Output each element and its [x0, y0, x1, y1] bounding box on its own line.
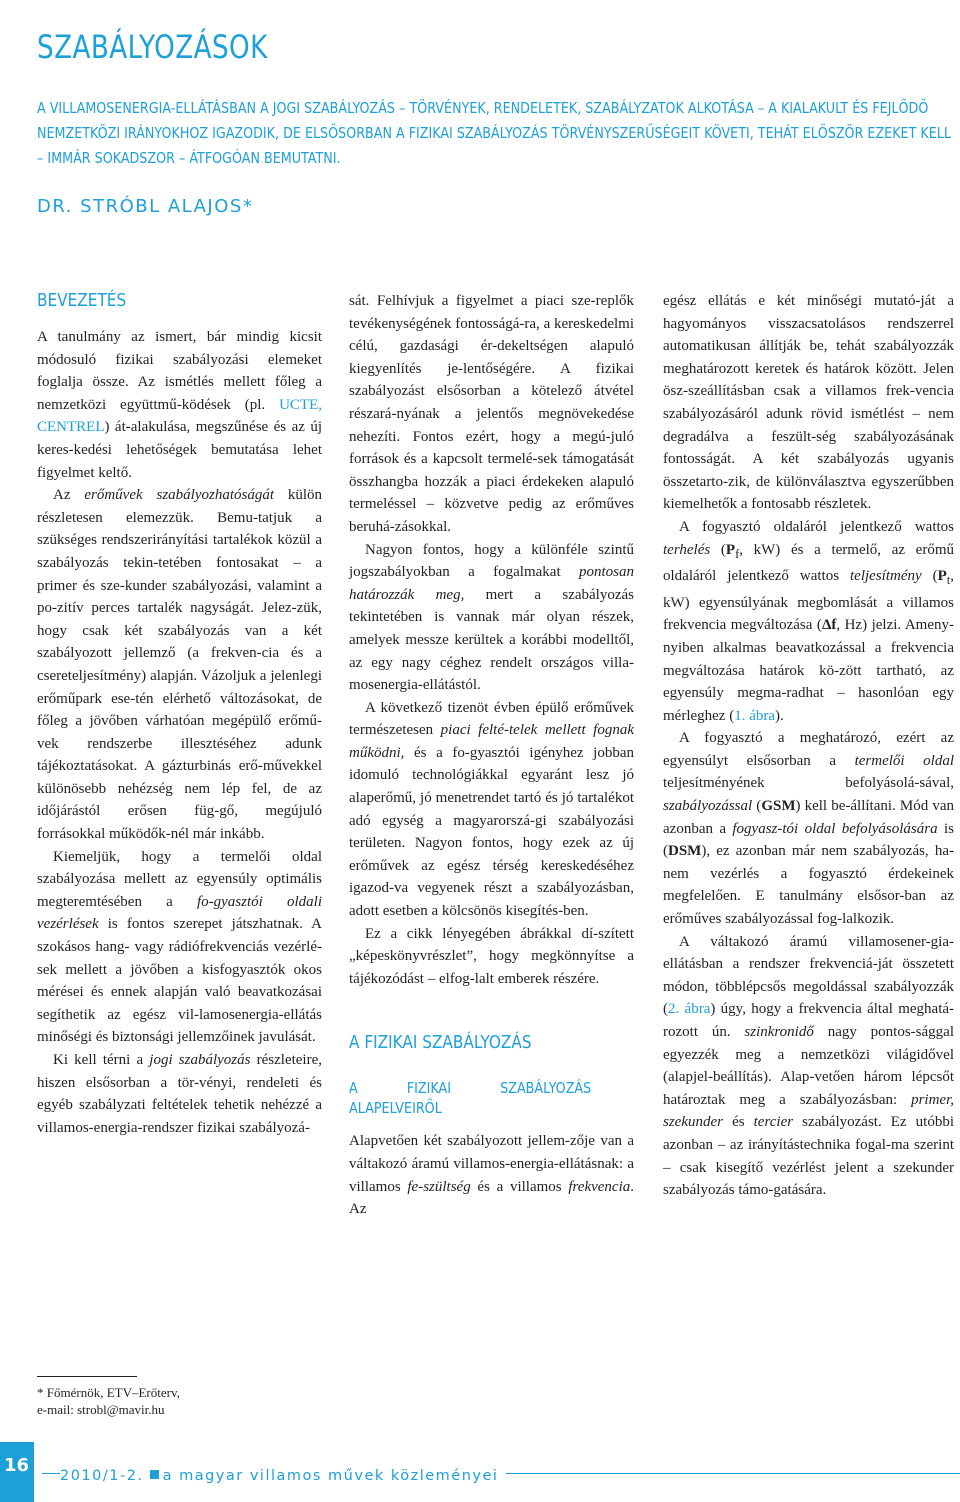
emphasis-text: pontosan határozzák meg [349, 564, 634, 603]
bold-text: DSM [668, 843, 702, 860]
text-run: és [723, 1114, 754, 1131]
article-lead: A VILLAMOSENERGIA-ELLÁTÁSBAN A JOGI SZABÁLYOZÁS – TÖRVÉNYEK, RENDELETEK, SZABÁLYZATOK ALKOTÁSA – A KIALAKULT ÉS FEJLŐDŐ NEMZETKÖZI IRÁNYOKHOZ IGAZODIK, DE ELSŐSORBAN A FIZIKAI SZABÁLYOZÁS TÖRVÉNYSZERŰSÉGEIT KÖVETI, TEHÁT ELŐSZÖR EZEKET KELL – IMMÁR SOKADSZOR – ÁTFOGÓAN BEMUTATNI. [37, 99, 951, 167]
text-run: ). [775, 707, 784, 724]
text-run: A tanulmány az ismert, bár mindig kicsit módosuló fizikai szabályozási elemeket foglalja össze. Az ismétlés mellett főleg a nemzetközi együttmű-ködések (pl. [37, 329, 322, 413]
paragraph [349, 697, 634, 923]
emphasis-text: terhelés [663, 541, 711, 558]
paragraph: sát. Felhívjuk a figyelmet a piaci sze-replők tevékenységének fontosságá-ra, a kereskedelmi célú, gazdasági ér-dekeltségen alapuló kiegyenlítés je-lentőségére. A fizikai szabályozást elsősorban a kötelező átvétel részará-nyának a jelentős megnövekedése nehezíti. Fontos ezért, hogy a megú-juló források és a kapcsolt termelé-sek támogatását összhangba hozzák a piaci érdekeken alapuló termeléssel – közvetve pedig az erőműves beruhá-zásokkal. [349, 293, 634, 535]
text-run: Alapvetően két szabályozott jellem-zője van a váltakozó áramú villamos-energia-ellátásnak: a villamos [349, 1133, 634, 1195]
paragraph [663, 931, 954, 1202]
text-run: ( [921, 568, 938, 585]
text-run: külön részletesen elemezzük. Bemu-tatjuk a szükséges rendszerirányítási tartalékok közül a szabályozás tekin-tetében fontosakat – a primer és sze-kunder szabályozási, valamint a po-zitív perces tartalék nagyságát. Jelez-zük, hogy csak két szabályozás van a két szabályozott jellemző (a frekven-cia és a csereteljesítmény) alapján. Vázoljuk a jelenlegi erőműpark ese-tén elérhető változásokat, de főleg a jövőben várhatóan megépülő erőmű-vek rendszerbe illesztéséhez adunk tájékoztatásokat. A gázturbinás erő-művekkel különösebb nehézség nem lép fel, de az időjárástól erősen füg-gő, megújuló forrásokkal működők-nél már inkább. [37, 487, 323, 843]
emphasis-text: szinkronidő [744, 1024, 814, 1040]
emphasis-text: frekvencia [568, 1178, 631, 1195]
highlight-text: UCTE, CENTREL [37, 396, 322, 436]
figure-reference-link[interactable]: 1. ábra [734, 707, 776, 724]
footnote-affiliation: * Főmérnök, ETV–Erőterv, [37, 1385, 180, 1400]
emphasis-text: piaci felté-telek mellett fognak működni, [349, 722, 634, 761]
emphasis-text: fo-gyasztói oldali vezérlések [37, 893, 322, 933]
text-run: és a villamos [470, 1178, 569, 1195]
heading-introduction: BEVEZETÉS [37, 290, 127, 311]
emphasis-text: teljesítmény [850, 568, 922, 585]
text-run: ) úgy, hogy a frekvencia által meghatá-rozott ún. [663, 1001, 955, 1040]
column-2 [349, 290, 634, 1221]
column-1 [37, 290, 322, 1139]
text-run: ( [752, 798, 762, 815]
paragraph: egész ellátás e két minőségi mutató-ját a hagyományos visszacsatolásos rendszerrel automatikusan állítják be, tehát szabályozzák meghatározott keretek és határok között. Jelen ösz-szeállításban csak a villamos frek-vencia szabályozásáról adunk rövid ismétlést – nem degradálva a feszült-ség szabályozásának fontosságát. A két szabályozás ugyanis összetarto-zik, de különválasztva egyszerűbben kiemelhetők a fontosabb részletek. [663, 293, 954, 513]
text-run: , kW) egyensúlyának megbomlását a villamos frekvencia megváltozása ( [663, 568, 955, 634]
figure-reference-link[interactable]: 2. ábra [668, 1001, 711, 1018]
emphasis-text: tercier [753, 1114, 794, 1131]
square-bullet-icon [150, 1470, 159, 1479]
page-number: 16 [4, 1455, 30, 1476]
text-run: ) át-alakulása, megszűnése és az új keres-kedési lehetőségek bemutatása lehet figyelmet keltő. [37, 419, 322, 481]
author-name: DR. STRÓBL ALAJOS* [37, 196, 254, 217]
column-3 [663, 290, 954, 1202]
subscript-text: f [735, 546, 740, 561]
symbol-text: Δf [821, 617, 837, 634]
text-run: Nagyon fontos, hogy a különféle szintű jogszabályokban a fogalmakat [349, 541, 634, 581]
emphasis-text: fe-szültség [407, 1178, 471, 1195]
journal-name: a magyar villamos művek közleményei [162, 1468, 499, 1484]
text-run: , mert a szabályozás tekintetében is vannak már olyan részek, amelyek messze kerültek a korábbi modelltől, az egy nagy céghez rendelt országos villa-mosenergia-ellátástól. [349, 586, 634, 694]
spacer [349, 1068, 634, 1078]
symbol-text: P [937, 568, 947, 585]
footnote [37, 1384, 180, 1418]
text-run: ), ez azonban már nem szabályozás, ha-nem vezérlés a fogyasztó érdekeinek megfelelően. E tanulmány elsősor-ban az erőműves szabályozással fog-lalkozik. [663, 843, 954, 928]
text-run: A fogyasztó a meghatározó, ezért az egyensúlyt elsősorban a [663, 730, 954, 769]
paragraph [37, 1049, 322, 1139]
paragraph [349, 539, 634, 697]
bold-text: GSM [761, 798, 796, 815]
paragraph [37, 846, 322, 1049]
text-run: szabályozást. Ez utóbbi azonban – az irányítástechnika fogal-ma szerint – csak kisegítő vezérlést jelent a szekunder szabályozás támo-gatására. [663, 1114, 954, 1199]
spacer [349, 990, 634, 1032]
emphasis-text: termelői oldal [854, 752, 954, 769]
paragraph: Ez a cikk lényegében ábrákkal dí-szített „képeskönyvrészlet”, hogy megkönnyítse a tájékozódást – elfog-lalt emberek részére. [349, 925, 634, 987]
text-run: A fogyasztó oldaláról jelentkező wattos [679, 518, 954, 535]
emphasis-text: szabályozással [663, 798, 753, 815]
text-run: is ( [663, 820, 954, 860]
paragraph [663, 727, 954, 930]
emphasis-text: primer, szekunder [663, 1091, 954, 1131]
text-run: , kW) és a termelő, az erőmű oldaláról jelentkező wattos [663, 541, 954, 585]
issue-number: 2010/1-2. [60, 1468, 144, 1484]
emphasis-text: jogi szabályozás [149, 1052, 251, 1068]
heading-physical-regulation: A FIZIKAI SZABÁLYOZÁS [349, 1032, 532, 1054]
footnote-divider [37, 1376, 137, 1377]
paragraph [37, 326, 322, 484]
subscript-text: t [946, 573, 951, 588]
paragraph [663, 516, 954, 727]
footnote-email: e-mail: strobl@mavir.hu [37, 1402, 165, 1417]
footer-banner [60, 1468, 506, 1484]
text-run: , Hz) jelzi. Ameny-nyiben alkalmas beavatkozással a frekvencia megváltozása határok kö-zött tartható, az egyensúly megma-radhat – hasonlóan egy mérleghez ( [663, 617, 954, 724]
text-run: is fontos szerepet játszhatnak. A szokásos hang- vagy rádiófrekvenciás vezérlé-sek mellett a jövőben a kisfogyasztók okos mérései és ennek alapján való beavatkozásai segíthetik az egész vil-lamosenergia-ellátás minőségi és biztonsági jellemzőinek javulását. [37, 916, 322, 1046]
emphasis-text: fogyasz-tói oldal befolyásolására [732, 820, 938, 837]
text-run: A következő tizenöt évben épülő erőművek természetesen [349, 699, 634, 739]
text-run: Kiemeljük, hogy a termelői oldal szabályozása mellett az egyensúly optimális megteremtésében a [37, 848, 322, 910]
text-run: és a fo-gyasztói igényhez jobban idomuló technológiákkal egyaránt lesz jó alaperőmű, jó menetrendet tartó és jó tartalékot adó egység a magyarorszá-gi szabályozási területen. Nagyon fontos, hogy ezek az új erőművek az egész térség kereskedéséhez igazod-va vegyenek részt a szabályozásban, adott esetben a kölcsönös kisegítés-ben. [349, 744, 634, 920]
text-run: részleteire, hiszen elsősorban a tör-vényi, rendeleti és egyéb szabályzati feltételek tehetik nehézzé a villamos-energia-rendszer fizikai szabályozá- [37, 1052, 322, 1136]
article-title: SZABÁLYOZÁSOK [37, 28, 268, 66]
text-run: ) kell be-állítani. Mód van azonban a [663, 798, 954, 837]
paragraph [37, 484, 322, 846]
text-run: Ki kell térni a [53, 1052, 150, 1068]
symbol-text: P [725, 541, 736, 558]
text-run: Az [53, 487, 85, 504]
emphasis-text: erőművek szabályozhatóságát [84, 487, 274, 504]
text-run: teljesítményének befolyásolá-sával, [663, 775, 954, 792]
text-run: A váltakozó áramú villamosener-gia-ellátásban a rendszer frekvenciá-ját összetett módon, többlépcsős megoldással szabályozzák ( [663, 933, 954, 1018]
heading-principles: A FIZIKAI SZABÁLYOZÁS ALAPELVEIRŐL [349, 1079, 592, 1118]
text-run: . Az [349, 1178, 634, 1218]
text-run: nagy pontos-sággal egyezzék meg a nemzetközi világidővel (alapjel-beállítás). Alap-vetően három lépcsőt határoztak meg a szabályozásban: [663, 1024, 954, 1108]
paragraph [349, 1130, 634, 1220]
text-run: ( [710, 541, 726, 558]
